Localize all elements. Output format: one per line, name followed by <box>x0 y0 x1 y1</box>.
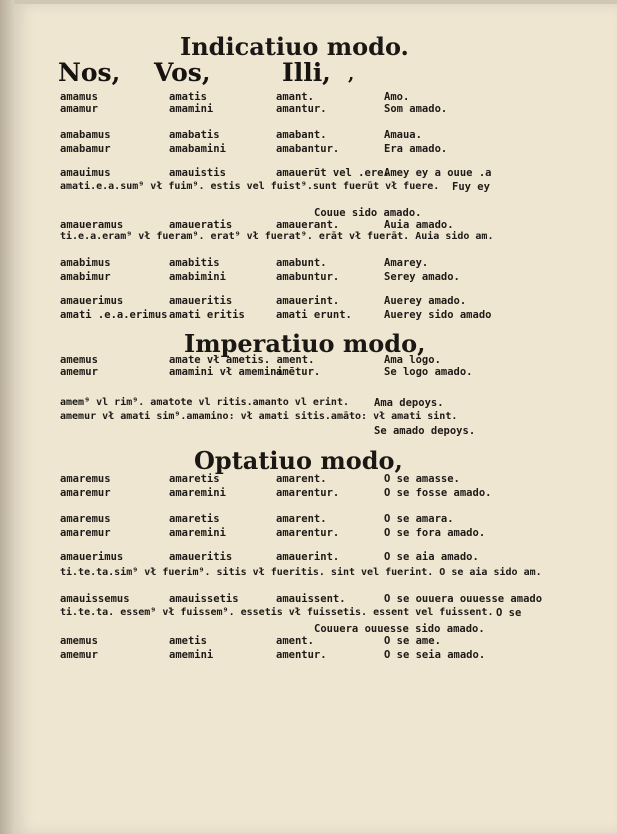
form-third-plural: amauerint. <box>276 551 340 563</box>
heading-imperative: Imperatiuo modo, <box>184 329 426 358</box>
table-row <box>14 512 617 526</box>
portuguese-gloss: Amarey. <box>384 257 429 269</box>
table-row <box>14 592 617 606</box>
portuguese-gloss: O se ouuera ouuesse amado <box>384 593 543 605</box>
table-row <box>14 472 617 486</box>
form-first-plural: amabamur <box>60 143 111 155</box>
table-row <box>14 166 617 180</box>
form-second-plural: amaretis <box>169 473 220 485</box>
portuguese-gloss: Auia amado. <box>384 219 454 231</box>
heading-optative: Optatiuo modo, <box>194 446 403 475</box>
form-second-plural: amauistis <box>169 167 226 179</box>
form-third-plural: amabuntur. <box>276 271 340 283</box>
pronoun-vos: Vos, <box>154 58 211 87</box>
page-gutter-shadow <box>0 0 14 834</box>
table-row <box>14 230 617 244</box>
table-row <box>14 566 617 580</box>
table-row <box>14 550 617 564</box>
row-gloss-continuation: Couuera ouuesse sido amado. <box>314 623 485 635</box>
table-row <box>14 410 617 424</box>
form-first-plural: amemur <box>60 366 98 378</box>
continuation-line: ti.e.a.eram⁹ vł fueram⁹. erat⁹ vł fuerat⁹. erāt vł fuerāt. Auia sido am. <box>60 231 494 242</box>
table-row <box>14 142 617 156</box>
table-row <box>14 526 617 540</box>
form-third-plural: amarentur. <box>276 487 340 499</box>
form-third-plural: amabant. <box>276 129 327 141</box>
portuguese-gloss: O se amara. <box>384 513 454 525</box>
form-second-plural: amabatis <box>169 129 220 141</box>
form-third-plural: amauerint. <box>276 295 340 307</box>
form-third-plural: amauerant. <box>276 219 340 231</box>
table-row <box>14 634 617 648</box>
book-page <box>14 4 617 834</box>
portuguese-gloss: Auerey amado. <box>384 295 467 307</box>
portuguese-gloss: Ama logo. <box>384 354 441 366</box>
continuation-line: amemur vł amati sim⁹.amamino: vł amati sitis.amāto: vł amati sint. <box>60 411 458 422</box>
form-third-plural: amati erunt. <box>276 309 352 321</box>
form-third-plural: amētur. <box>276 366 321 378</box>
form-second-plural: amaretis <box>169 513 220 525</box>
form-second-plural: amati eritis <box>169 309 245 321</box>
form-second-plural: amabamini <box>169 143 226 155</box>
table-row <box>14 486 617 500</box>
form-first-plural: amabamus <box>60 129 111 141</box>
form-third-plural: amarent. <box>276 513 327 525</box>
form-third-plural: amentur. <box>276 649 327 661</box>
table-row <box>14 128 617 142</box>
form-second-plural: amaueratis <box>169 219 233 231</box>
form-first-plural: amemus <box>60 635 98 647</box>
form-first-plural: amemus <box>60 354 98 366</box>
continuation-line: ti.te.ta.sim⁹ vł fuerim⁹. sitis vł fueritis. sint vel fuerint. O se aia sido am. <box>60 567 542 578</box>
form-third-plural: amauerūt vel .ere. <box>276 167 390 179</box>
form-second-plural: amauissetis <box>169 593 239 605</box>
form-first-plural: amauerimus <box>60 551 124 563</box>
row-gloss-tail: Ama depoys. <box>374 397 444 409</box>
form-third-plural: amarentur. <box>276 527 340 539</box>
form-first-plural: amaremus <box>60 513 111 525</box>
table-row <box>14 424 617 438</box>
form-first-plural: amauimus <box>60 167 111 179</box>
form-second-plural: amabitis <box>169 257 220 269</box>
form-third-plural: amarent. <box>276 473 327 485</box>
form-first-plural: amaremur <box>60 487 111 499</box>
form-first-plural: amaueramus <box>60 219 124 231</box>
form-first-plural: amemur <box>60 649 98 661</box>
form-second-plural: amaremini <box>169 527 226 539</box>
form-second-plural: amate vł ametis. ament. <box>169 354 315 366</box>
pronoun-illi: Illi, <box>282 58 331 87</box>
table-row <box>14 648 617 662</box>
portuguese-gloss: O se amasse. <box>384 473 460 485</box>
continuation-line: amem⁹ vl rim⁹. amatote vl ritis.amanto vl erint. <box>60 397 349 408</box>
form-first-plural: amabimur <box>60 271 111 283</box>
table-row <box>14 396 617 410</box>
row-gloss-continuation: Se amado depoys. <box>374 425 476 437</box>
form-first-plural: amamus <box>60 91 98 103</box>
pronoun-nos: Nos, <box>58 58 121 87</box>
form-third-plural: amabunt. <box>276 257 327 269</box>
portuguese-gloss: Amey ey a ouue .a <box>384 167 492 179</box>
continuation-line: amati.e.a.sum⁹ vł fuim⁹. estis vel fuist⁹.sunt fuerūt vł fuere. <box>60 181 440 192</box>
table-row <box>14 308 617 322</box>
form-first-plural: amamur <box>60 103 98 115</box>
portuguese-gloss: O se fora amado. <box>384 527 486 539</box>
portuguese-gloss: Se logo amado. <box>384 366 473 378</box>
form-first-plural: amaremus <box>60 473 111 485</box>
portuguese-gloss: O se aia amado. <box>384 551 479 563</box>
form-third-plural: amant. <box>276 91 314 103</box>
table-row <box>14 256 617 270</box>
form-second-plural: ametis <box>169 635 207 647</box>
table-row <box>14 606 617 620</box>
portuguese-gloss: O se ame. <box>384 635 441 647</box>
portuguese-gloss: Som amado. <box>384 103 448 115</box>
form-first-plural: amaremur <box>60 527 111 539</box>
form-first-plural: amauerimus <box>60 295 124 307</box>
form-third-plural: ament. <box>276 635 314 647</box>
table-row <box>14 365 617 379</box>
table-row <box>14 270 617 284</box>
portuguese-gloss: Auerey sido amado <box>384 309 492 321</box>
pronoun-trailing-comma: , <box>348 64 355 85</box>
portuguese-gloss: O se seia amado. <box>384 649 486 661</box>
portuguese-gloss: Amaua. <box>384 129 422 141</box>
form-second-plural: amamini vł amemini <box>169 366 283 378</box>
form-second-plural: amaueritis <box>169 295 233 307</box>
form-second-plural: amamini <box>169 103 214 115</box>
form-third-plural: amantur. <box>276 103 327 115</box>
row-gloss-tail: O se <box>496 607 522 619</box>
portuguese-gloss: O se fosse amado. <box>384 487 492 499</box>
table-row <box>14 180 617 194</box>
portuguese-gloss: Amo. <box>384 91 410 103</box>
table-row <box>14 294 617 308</box>
form-second-plural: amatis <box>169 91 207 103</box>
form-second-plural: amaremini <box>169 487 226 499</box>
portuguese-gloss: Serey amado. <box>384 271 460 283</box>
heading-indicative: Indicatiuo modo. <box>180 32 409 61</box>
row-gloss-tail: Fuy ey <box>452 181 490 193</box>
row-gloss-continuation: Couue sido amado. <box>314 207 422 219</box>
form-second-plural: amemini <box>169 649 214 661</box>
form-third-plural: amauissent. <box>276 593 346 605</box>
form-second-plural: amaueritis <box>169 551 233 563</box>
form-first-plural: amabimus <box>60 257 111 269</box>
portuguese-gloss: Era amado. <box>384 143 448 155</box>
form-third-plural: amabantur. <box>276 143 340 155</box>
continuation-line: ti.te.ta. essem⁹ vł fuissem⁹. essetis vł fuissetis. essent vel fuissent. <box>60 607 494 618</box>
form-first-plural: amauissemus <box>60 593 130 605</box>
form-first-plural: amati .e.a.erimus <box>60 309 168 321</box>
table-row <box>14 102 617 116</box>
form-second-plural: amabimini <box>169 271 226 283</box>
